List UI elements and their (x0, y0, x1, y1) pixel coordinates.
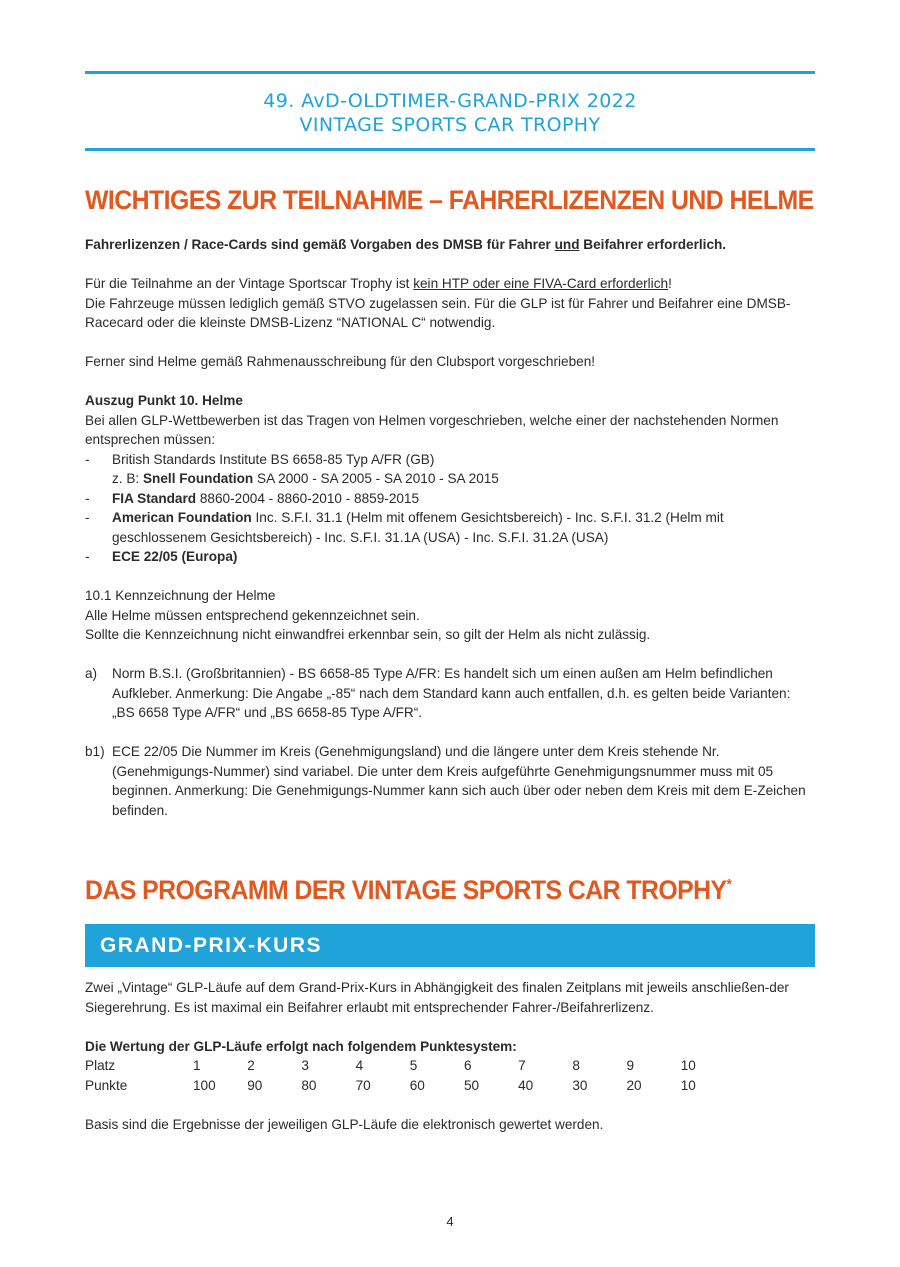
helmet-intro: Bei allen GLP-Wettbewerben ist das Tragen von Helmen vorgeschrieben, welche einer der nachstehenden Normen entsprechen müssen: (85, 412, 779, 447)
banner-label: GRAND-PRIX-KURS (100, 934, 322, 957)
license-intro: Fahrerlizenzen / Race-Cards sind gemäß Vorgaben des DMSB für Fahrer und Beifahrer erforderlich. (85, 237, 727, 252)
section-heading-participation: WICHTIGES ZUR TEILNAHME – FAHRERLIZENZEN UND HELME (85, 185, 814, 215)
grand-prix-banner (85, 924, 815, 967)
helmet-heading: Auszug Punkt 10. Helme (85, 393, 243, 408)
section-heading-programme: DAS PROGRAMM DER VINTAGE SPORTS CAR TROPHY* (85, 875, 732, 905)
marking-line: Alle Helme müssen entsprechend gekennzeichnet sein. (85, 607, 420, 623)
helmet-requirement: Ferner sind Helme gemäß Rahmenausschreibung für den Clubsport vorgeschrieben! (85, 354, 596, 369)
programme-intro: Zwei „Vintage“ GLP-Läufe auf dem Grand-Prix-Kurs in Abhängigkeit des finalen Zeitplans mit jeweils anschließen-der Siegerehrung. Es ist maximal ein Beifahrer erlaubt mit entsprechender Fahrer-/Beifahrerlizenz. (85, 980, 789, 1015)
section-programme (85, 869, 815, 906)
event-title-line1: 49. AvD-OLDTIMER-GRAND-PRIX 2022 (263, 90, 637, 112)
norm-item: - American Foundation Inc. S.F.I. 31.1 (Helm mit offenem Gesichtsbereich) - Inc. S.F.I. 31.2 (Helm mit geschlossenem Gesichtsbereich) - Inc. S.F.I. 31.1A (USA) - Inc. S.F.I. 31.2A (USA) (85, 510, 724, 545)
marking-heading: 10.1 Kennzeichnung der Helme (85, 588, 276, 603)
norm-item: - FIA Standard 8860-2004 - 8860-2010 - 8859-2015 (85, 490, 420, 506)
marking-item-a: a) Norm B.S.I. (Großbritannien) - BS 6658-85 Type A/FR: Es handelt sich um einen außen am Helm befindlichen Aufkleber. Anmerkung: Die Angabe „-85“ nach dem Standard kann auch entfallen, d.h. es gelten beide Varianten: „BS 6658 Type A/FR“ und „BS 6658-85 Type A/FR“. (85, 666, 791, 720)
points-row-place: Platz 1 2 3 4 5 6 7 8 9 10 (85, 1058, 696, 1073)
programme-body (85, 978, 815, 1134)
participation-paragraph: Für die Teilnahme an der Vintage Sportscar Trophy ist kein HTP oder eine FIVA-Card erforderlich! Die Fahrzeuge müssen lediglich gemäß STVO zugelassen sein. Für die GLP ist für Fahrer und Beifahrer eine DMSB-Racecard oder die kleinste DMSB-Lizenz “NATIONAL C“ notwendig. (85, 276, 791, 330)
marking-item-b1: b1) ECE 22/05 Die Nummer im Kreis (Genehmigungsland) und die längere unter dem Kreis stehende Nr. (Genehmigungs-Nummer) sind variabel. Die unter dem Kreis aufgeführte Genehmigungsnummer muss mit 05 beginnen. Anmerkung: Die Genehmigungs-Nummer kann sich auch über oder neben dem Kreis mit dem E-Zeichen befinden. (85, 744, 806, 818)
page-number: 4 (446, 1214, 454, 1229)
header-bottom-rule (85, 148, 815, 151)
section-participation (85, 184, 815, 216)
norm-item: - British Standards Institute BS 6658-85 Typ A/FR (GB) (85, 451, 435, 467)
header-top-rule (85, 71, 815, 74)
basis-note: Basis sind die Ergebnisse der jeweiligen GLP-Läufe die elektronisch gewertet werden. (85, 1116, 604, 1132)
marking-line: Sollte die Kennzeichnung nicht einwandfrei erkennbar sein, so gilt der Helm als nicht zulässig. (85, 627, 651, 642)
norm-item: z. B: Snell Foundation SA 2000 - SA 2005 - SA 2010 - SA 2015 (112, 471, 499, 486)
fiva-note: kein HTP oder eine FIVA-Card erforderlich (413, 276, 669, 291)
points-heading: Die Wertung der GLP-Läufe erfolgt nach folgendem Punktesystem: (85, 1038, 517, 1054)
participation-body (85, 235, 815, 820)
norm-item: - ECE 22/05 (Europa) (85, 549, 238, 564)
points-row-points: Punkte 100 90 80 70 60 50 40 30 20 10 (85, 1077, 696, 1093)
event-title-line2: VINTAGE SPORTS CAR TROPHY (299, 114, 601, 136)
